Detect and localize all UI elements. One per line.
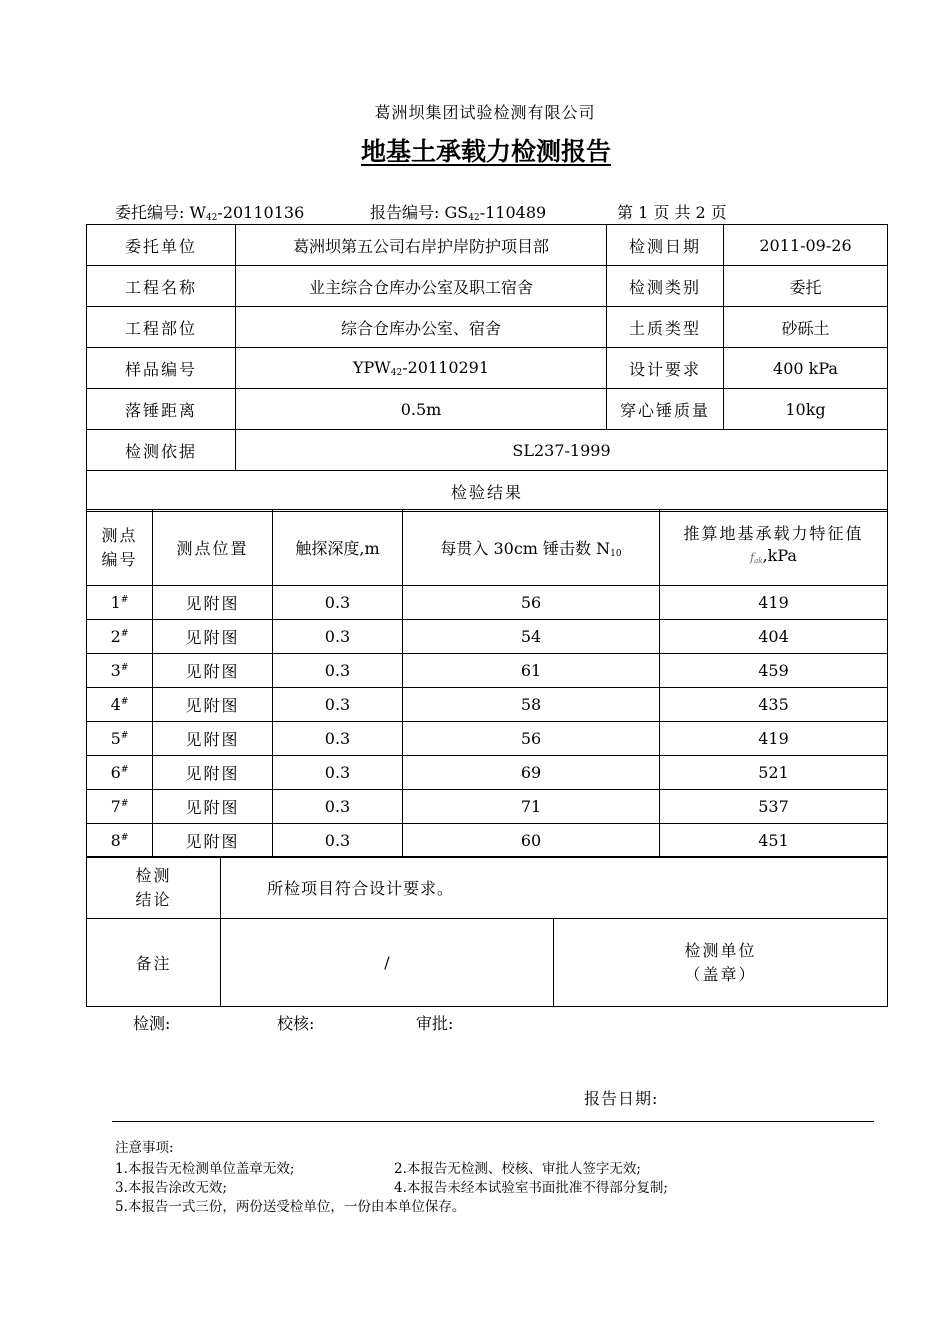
project-value: 业主综合仓库办公室及职工宿舍 [236, 266, 607, 307]
info-row-basis [87, 430, 888, 471]
part-label: 工程部位 [87, 307, 236, 348]
cell-position: 见附图 [153, 722, 273, 756]
cell-capacity: 537 [660, 790, 888, 824]
basis-label: 检测依据 [87, 430, 236, 471]
cell-depth: 0.3 [273, 824, 403, 858]
cell-point-no: 3# [87, 654, 153, 688]
conclusion-text: 所检项目符合设计要求。 [221, 857, 888, 919]
hammer-value: 10kg [724, 389, 888, 430]
results-header-row [87, 510, 888, 586]
cell-position: 见附图 [153, 654, 273, 688]
conclusion-label: 检测 结论 [87, 857, 221, 919]
results-table [86, 509, 888, 858]
cell-depth: 0.3 [273, 620, 403, 654]
soil-value: 砂砾土 [724, 307, 888, 348]
report-title: 地基土承载力检测报告 [360, 137, 611, 166]
info-table [86, 224, 888, 512]
cell-point-no: 2# [87, 620, 153, 654]
cell-position: 见附图 [153, 620, 273, 654]
info-row-part [87, 307, 888, 348]
conclusion-table [86, 856, 888, 1007]
test-unit-seal: 检测单位 （盖章） [554, 919, 888, 1007]
client-label: 委托单位 [87, 225, 236, 266]
info-row-client [87, 225, 888, 266]
company-name: 葛洲坝集团试验检测有限公司 [374, 103, 596, 122]
cell-depth: 0.3 [273, 688, 403, 722]
cell-capacity: 419 [660, 722, 888, 756]
remark-row [87, 919, 888, 1007]
note-3: 3.本报告涂改无效; [115, 1180, 227, 1196]
info-row-sample [87, 348, 888, 389]
cell-blows: 56 [403, 586, 660, 620]
commission-number: 委托编号: $W_{42}-20110136$ [115, 203, 305, 223]
remark-label: 备注 [87, 919, 221, 1007]
basis-value: SL237-1999 [236, 430, 888, 471]
col-blows: 每贯入 30cm 锤击数 $N_{10}$ [403, 510, 660, 586]
cell-position: 见附图 [153, 824, 273, 858]
cell-blows: 61 [403, 654, 660, 688]
table-row [87, 654, 888, 688]
report-date-label: 报告日期: [584, 1089, 659, 1108]
test-type-label: 检测类别 [607, 266, 724, 307]
drop-label: 落锤距离 [87, 389, 236, 430]
test-type-value: 委托 [724, 266, 888, 307]
cell-depth: 0.3 [273, 722, 403, 756]
conclusion-row [87, 857, 888, 919]
cell-point-no: 6# [87, 756, 153, 790]
part-value: 综合仓库办公室、宿舍 [236, 307, 607, 348]
cell-capacity: 521 [660, 756, 888, 790]
results-section-row [87, 471, 888, 512]
cell-point-no: 7# [87, 790, 153, 824]
cell-depth: 0.3 [273, 654, 403, 688]
cell-blows: 58 [403, 688, 660, 722]
cell-blows: 69 [403, 756, 660, 790]
cell-blows: 60 [403, 824, 660, 858]
sample-label: 样品编号 [87, 348, 236, 389]
table-row [87, 688, 888, 722]
cell-capacity: 451 [660, 824, 888, 858]
cell-capacity: 419 [660, 586, 888, 620]
table-row [87, 824, 888, 858]
remark-value: / [221, 919, 554, 1007]
cell-capacity: 459 [660, 654, 888, 688]
cell-depth: 0.3 [273, 756, 403, 790]
drop-value: 0.5m [236, 389, 607, 430]
cell-capacity: 435 [660, 688, 888, 722]
table-row [87, 722, 888, 756]
client-value: 葛洲坝第五公司右岸护岸防护项目部 [236, 225, 607, 266]
test-date-value: 2011-09-26 [724, 225, 888, 266]
cell-point-no: 1# [87, 586, 153, 620]
table-row [87, 586, 888, 620]
cell-position: 见附图 [153, 688, 273, 722]
cell-capacity: 404 [660, 620, 888, 654]
table-row [87, 756, 888, 790]
table-row [87, 620, 888, 654]
page-info: 第 1 页 共 2 页 [617, 203, 727, 222]
info-row-project [87, 266, 888, 307]
design-value: 400 kPa [724, 348, 888, 389]
design-label: 设计要求 [607, 348, 724, 389]
col-position: 测点位置 [153, 510, 273, 586]
divider-line [112, 1121, 874, 1122]
note-2: 2.本报告无检测、校核、审批人签字无效; [394, 1161, 641, 1177]
note-5: 5.本报告一式三份，两份送受检单位，一份由本单位保存。 [115, 1199, 466, 1215]
cell-position: 见附图 [153, 586, 273, 620]
cell-blows: 71 [403, 790, 660, 824]
table-row [87, 790, 888, 824]
col-capacity: 推算地基承载力特征值 $f_{ak},kPa$ [660, 510, 888, 586]
checker-signature-label: 校核: [277, 1014, 315, 1033]
cell-blows: 54 [403, 620, 660, 654]
cell-position: 见附图 [153, 756, 273, 790]
note-1: 1.本报告无检测单位盖章无效; [115, 1161, 295, 1177]
cell-blows: 56 [403, 722, 660, 756]
cell-point-no: 4# [87, 688, 153, 722]
project-label: 工程名称 [87, 266, 236, 307]
cell-depth: 0.3 [273, 790, 403, 824]
note-4: 4.本报告未经本试验室书面批准不得部分复制; [394, 1180, 668, 1196]
col-depth: 触探深度,m [273, 510, 403, 586]
tester-signature-label: 检测: [133, 1014, 171, 1033]
cell-point-no: 8# [87, 824, 153, 858]
soil-label: 土质类型 [607, 307, 724, 348]
notes-heading: 注意事项: [115, 1140, 174, 1156]
info-row-drop [87, 389, 888, 430]
sample-value: $YPW_{42}-20110291$ [236, 348, 607, 389]
report-number: 报告编号: $GS_{42}-110489$ [370, 203, 547, 223]
hammer-label: 穿心锤质量 [607, 389, 724, 430]
approver-signature-label: 审批: [416, 1014, 454, 1033]
results-section-title: 检验结果 [87, 471, 888, 512]
cell-depth: 0.3 [273, 586, 403, 620]
cell-point-no: 5# [87, 722, 153, 756]
cell-position: 见附图 [153, 790, 273, 824]
col-point-no: 测点 编号 [87, 510, 153, 586]
test-date-label: 检测日期 [607, 225, 724, 266]
